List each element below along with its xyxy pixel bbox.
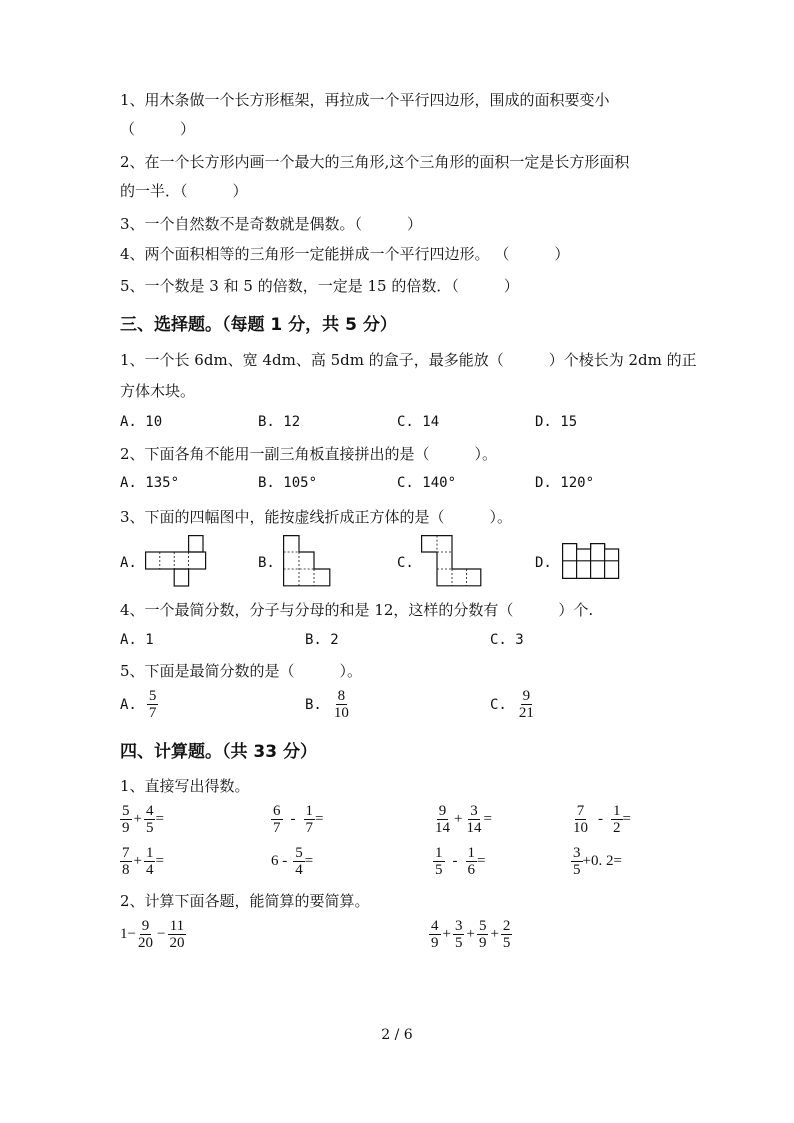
s3-q3: 3、下面的四幅图中，能按虚线折成正方体的是（ ）。 bbox=[120, 508, 513, 526]
s4-expr-r1-c2: $\frac{6}{7}$ - $\frac{1}{7}$ = bbox=[273, 803, 324, 836]
fraction: $\frac{8}{10}$ bbox=[333, 688, 349, 721]
s4-q1: 1、直接写出得数。 bbox=[120, 777, 250, 795]
fraction: $\frac{5}{7}$ bbox=[148, 688, 157, 721]
s3-q4-option-c: C. 3 bbox=[490, 632, 524, 648]
fraction: $\frac{1}{6}$ bbox=[467, 845, 475, 878]
cube-net-figure-d bbox=[562, 543, 622, 579]
fraction: $\frac{2}{5}$ bbox=[502, 918, 511, 951]
s3-q2: 2、下面各角不能用一副三角板直接拼出的是（ ）。 bbox=[120, 445, 498, 463]
judge-item-3: 3、一个自然数不是奇数就是偶数。（ ） bbox=[120, 215, 423, 233]
s3-q4-option-a: A. 1 bbox=[120, 632, 154, 648]
page-number: 2 / 6 bbox=[381, 1027, 413, 1043]
s3-q3-label-a: A. bbox=[120, 555, 137, 571]
fraction: $\frac{1}{7}$ bbox=[305, 803, 313, 836]
s4-expr-r2-c2: 6 - $\frac{5}{4}$ = bbox=[271, 845, 314, 878]
s4-calc-2: $\frac{4}{9}$ + $\frac{3}{5}$ + $\frac{5}{9}$ + $\frac{2}{5}$ bbox=[431, 918, 511, 951]
s3-q1-option-c: C. 14 bbox=[397, 414, 440, 430]
fraction: $\frac{4}{9}$ bbox=[431, 918, 439, 951]
judge-item-2: 2、在一个长方形内画一个最大的三角形,这个三角形的面积一定是长方形面积 bbox=[120, 153, 630, 171]
s4-q2: 2、计算下面各题，能简算的要简算。 bbox=[120, 892, 370, 910]
fraction: $\frac{3}{5}$ bbox=[573, 845, 581, 878]
section3-title: 三、选择题。（每题 1 分，共 5 分） bbox=[120, 315, 397, 335]
s4-expr-r1-c4: $\frac{7}{10}$ - $\frac{1}{2}$ = bbox=[573, 803, 631, 836]
fraction: $\frac{3}{14}$ bbox=[466, 803, 482, 836]
fraction: $\frac{3}{5}$ bbox=[454, 918, 463, 951]
fraction: $\frac{1}{4}$ bbox=[145, 845, 154, 878]
s3-q1-option-d: D. 15 bbox=[535, 414, 578, 430]
judge-item-1: 1、用木条做一个长方形框架，再拉成一个平行四边形，围成的面积要变小 bbox=[120, 91, 610, 109]
fraction: $\frac{4}{5}$ bbox=[145, 803, 154, 836]
s3-q1-line2: 方体木块。 bbox=[120, 382, 196, 400]
s3-q2-option-a: A. 135° bbox=[120, 475, 180, 491]
fraction: $\frac{1}{5}$ bbox=[435, 845, 443, 878]
s3-q5-label-b: B. bbox=[305, 696, 322, 713]
s3-q1-line1: 1、一个长 6dm、宽 4dm、高 5dm 的盒子，最多能放（ ）个棱长为 2dm 的正 bbox=[120, 351, 697, 369]
s4-expr-r1-c3: $\frac{9}{14}$ + $\frac{3}{14}$ = bbox=[435, 803, 492, 836]
s3-q2-option-b: B. 105° bbox=[258, 475, 318, 491]
s3-q3-label-c: C. bbox=[397, 555, 414, 571]
fraction: $\frac{7}{10}$ bbox=[573, 803, 588, 836]
s3-q3-label-b: B. bbox=[258, 555, 275, 571]
fraction: $\frac{9}{14}$ bbox=[435, 803, 450, 836]
fraction: $\frac{6}{7}$ bbox=[273, 803, 281, 836]
s3-q5-label-a: A. bbox=[120, 696, 137, 713]
fraction: $\frac{11}{20}$ bbox=[169, 918, 185, 951]
s3-q2-option-d: D. 120° bbox=[535, 475, 595, 491]
cube-net-figure-c bbox=[421, 535, 483, 587]
s4-expr-r1-c1: $\frac{5}{9}$ + $\frac{4}{5}$ = bbox=[122, 803, 164, 836]
fraction: $\frac{7}{8}$ bbox=[122, 845, 130, 878]
s3-q5-label-c: C. bbox=[490, 696, 507, 713]
fraction: $\frac{5}{9}$ bbox=[478, 918, 487, 951]
cube-net-figure-a bbox=[145, 535, 207, 587]
s3-q5-option-c bbox=[490, 688, 536, 721]
fraction: $\frac{5}{9}$ bbox=[122, 803, 130, 836]
s3-q2-option-c: C. 140° bbox=[397, 475, 457, 491]
s4-expr-r2-c3: $\frac{1}{5}$ - $\frac{1}{6}$ = bbox=[435, 845, 486, 878]
cube-net-figure-b bbox=[283, 535, 331, 587]
judge-item-5: 5、一个数是 3 和 5 的倍数，一定是 15 的倍数．（ ） bbox=[120, 277, 519, 295]
judge-item-1-blank: （ ） bbox=[120, 120, 196, 138]
s3-q3-label-d: D. bbox=[535, 555, 552, 571]
s3-q5-option-a bbox=[120, 688, 158, 721]
s3-q5: 5、下面是最简分数的是（ ）。 bbox=[120, 662, 363, 680]
judge-item-4: 4、两个面积相等的三角形一定能拼成一个平行四边形。 （ ） bbox=[120, 245, 570, 263]
s3-q1-option-b: B. 12 bbox=[258, 414, 301, 430]
section4-title: 四、计算题。（共 33 分） bbox=[120, 742, 317, 762]
s4-calc-1: 1− $\frac{9}{20}$ − $\frac{11}{20}$ bbox=[120, 918, 185, 951]
fraction: $\frac{9}{21}$ bbox=[518, 688, 534, 721]
fraction: $\frac{5}{4}$ bbox=[295, 845, 303, 878]
s3-q4-option-b: B. 2 bbox=[305, 632, 339, 648]
s4-expr-r2-c4: $\frac{3}{5}$ +0. 2= bbox=[573, 845, 622, 878]
s4-expr-r2-c1: $\frac{7}{8}$ + $\frac{1}{4}$ = bbox=[122, 845, 164, 878]
s3-q4: 4、一个最简分数，分子与分母的和是 12，这样的分数有（ ）个. bbox=[120, 601, 594, 619]
judge-item-2-cont: 的一半．（ ） bbox=[120, 182, 248, 200]
fraction: $\frac{1}{2}$ bbox=[613, 803, 621, 836]
fraction: $\frac{9}{20}$ bbox=[137, 918, 153, 951]
s3-q5-option-b bbox=[305, 688, 351, 721]
s3-q1-option-a: A. 10 bbox=[120, 414, 163, 430]
